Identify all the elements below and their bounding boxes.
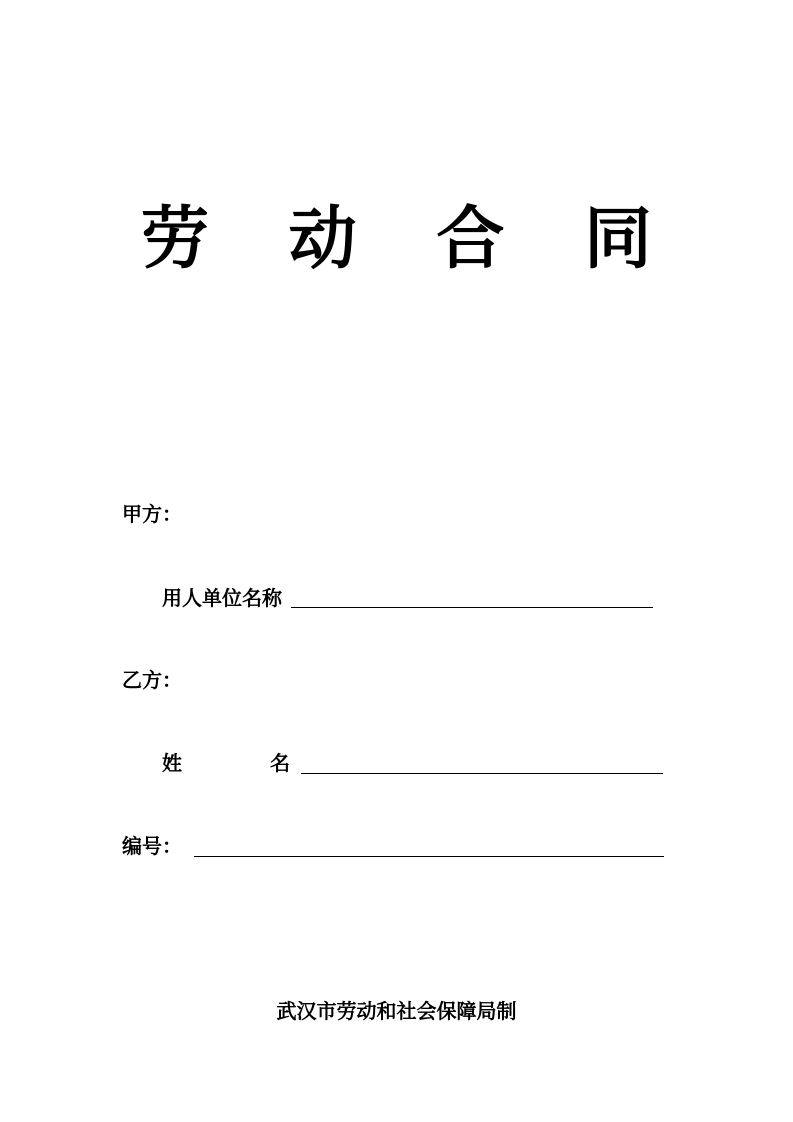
party-b-label: 乙方： bbox=[122, 668, 182, 692]
name-field[interactable] bbox=[301, 773, 663, 774]
issuer-footer: 武汉市劳动和社会保障局制 bbox=[276, 999, 517, 1023]
document-title: 劳 动 合 同 bbox=[140, 199, 681, 279]
employer-name-label: 用人单位名称 bbox=[162, 586, 282, 610]
number-field[interactable] bbox=[194, 856, 664, 857]
name-label-second-char: 名 bbox=[270, 751, 290, 775]
name-label-first-char: 姓 bbox=[162, 751, 182, 775]
employer-name-field[interactable] bbox=[291, 607, 653, 608]
number-label: 编号： bbox=[122, 834, 182, 858]
party-a-label: 甲方： bbox=[122, 502, 182, 526]
